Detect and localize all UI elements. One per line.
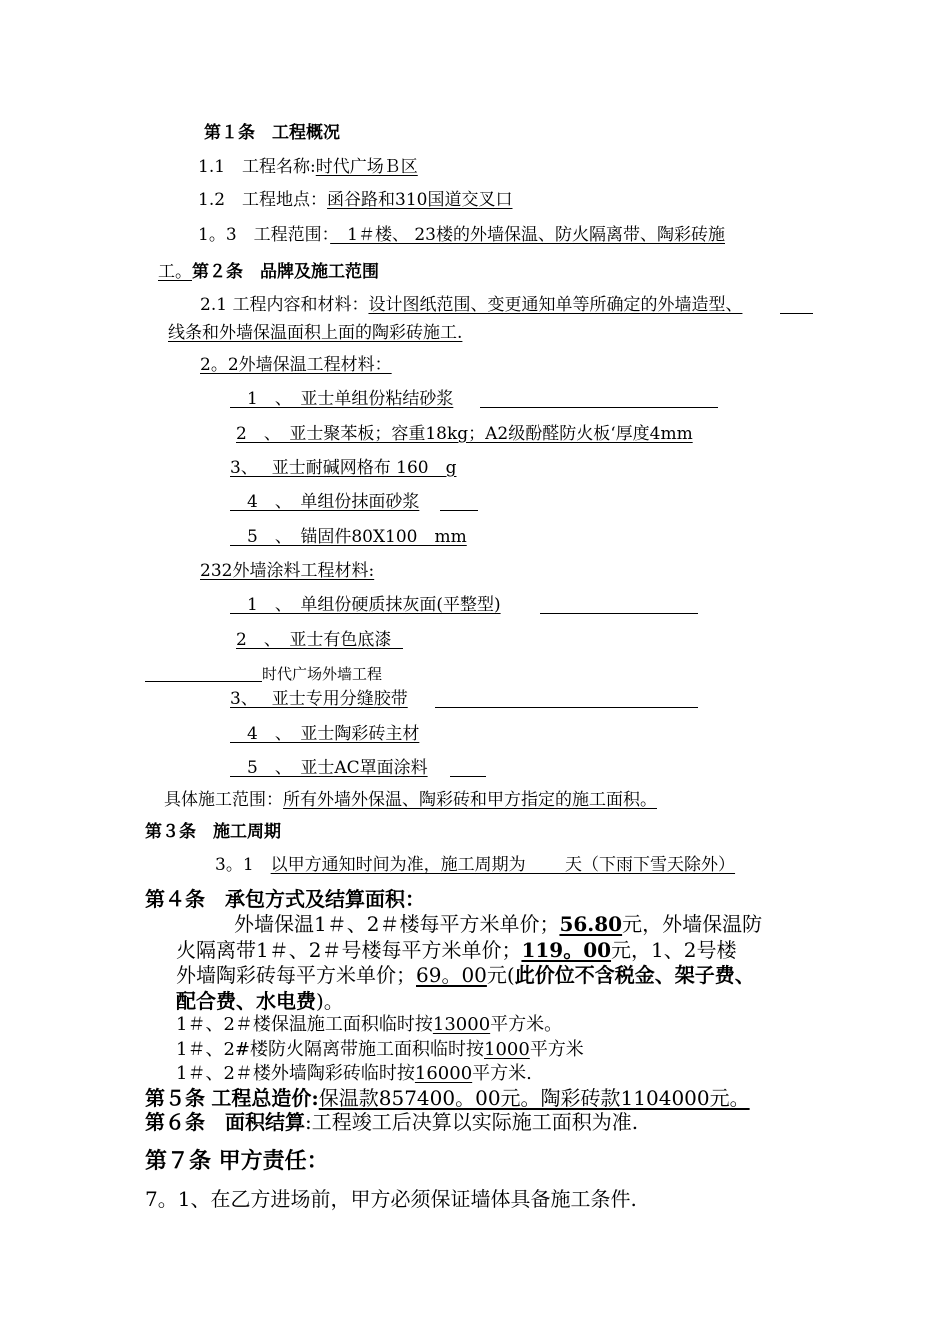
item-3-1-value: 以甲方通知时间为准，施工周期为 天（下雨下雪天除外） bbox=[270, 855, 736, 875]
item-2-2-heading: 2。2外墙保温工程材料： bbox=[200, 355, 392, 375]
underline-rule bbox=[480, 407, 718, 408]
text: 元，外墙保温防 bbox=[622, 912, 763, 936]
tile-area-value: 16000 bbox=[414, 1063, 473, 1084]
article-4-para-line-4 bbox=[176, 989, 344, 1013]
text: 1＃、2＃楼外墙陶彩砖临时按 bbox=[176, 1063, 415, 1084]
project-scope-continued: 工。 bbox=[158, 262, 192, 282]
underline-rule bbox=[440, 510, 478, 511]
insulation-item-3: 3、 亚士耐碱网格布 160 g bbox=[230, 458, 457, 478]
item-2-1-continued: 线条和外墙保温面积上面的陶彩砖施工. bbox=[168, 323, 463, 343]
item-3-1 bbox=[215, 855, 735, 875]
text: )。 bbox=[316, 989, 344, 1013]
article-6 bbox=[145, 1110, 638, 1134]
text: 1＃、2＃楼保温施工面积临时按 bbox=[176, 1014, 433, 1035]
insulation-item-1: 1 、 亚士单组份粘结砂浆 bbox=[230, 389, 454, 409]
underline-rule bbox=[435, 707, 698, 708]
article-4-para-line-1 bbox=[234, 912, 762, 936]
article-4-heading: 第４条 承包方式及结算面积： bbox=[145, 887, 425, 911]
item-7-1: 7。1、在乙方进场前，甲方必须保证墙体具备施工条件. bbox=[145, 1187, 637, 1211]
coating-item-2: 2 、 亚士有色底漆 bbox=[236, 630, 392, 650]
firebreak-area-value: 1000 bbox=[484, 1039, 530, 1060]
article-1-heading: 第１条 工程概况 bbox=[204, 123, 340, 143]
item-2-1-label: 2.1 工程内容和材料： bbox=[200, 295, 369, 315]
item-1-3 bbox=[198, 225, 725, 245]
item-1-3-label: 1。3 工程范围： bbox=[198, 225, 331, 245]
item-2-1 bbox=[200, 295, 742, 315]
text: 外墙陶彩砖每平方米单价； bbox=[176, 963, 416, 987]
project-location: 函谷路和310国道交叉口 bbox=[327, 190, 513, 210]
insulation-item-4: 4 、 单组份抹面砂浆 bbox=[230, 492, 420, 512]
insulation-unit-price: 56.80 bbox=[559, 912, 623, 936]
firebreak-area bbox=[176, 1039, 584, 1061]
tile-unit-price: 69。00 bbox=[416, 963, 487, 987]
firebreak-unit-price: 119。00 bbox=[521, 938, 612, 962]
coating-item-1: 1 、 单组份硬质抹灰面(平整型) bbox=[230, 595, 501, 615]
insulation-item-5: 5 、 锚固件80X100 mm bbox=[230, 527, 467, 547]
item-1-1-label: 1.1 工程名称: bbox=[198, 157, 316, 177]
scope-continuation-line bbox=[158, 262, 379, 282]
article-6-heading: 第６条 bbox=[145, 1110, 205, 1134]
project-scope: 1＃楼、 23楼的外墙保温、防火隔离带、陶彩砖施 bbox=[330, 225, 725, 245]
text: 1＃、2#楼防火隔离带施工面积临时按 bbox=[176, 1039, 484, 1060]
total-cost-value: 保温款857400。00元。陶彩砖款1104000元。 bbox=[318, 1086, 750, 1110]
project-name: 时代广场Ｂ区 bbox=[315, 157, 418, 177]
underline-rule bbox=[385, 648, 403, 649]
article-4-para-line-3 bbox=[176, 963, 755, 987]
coating-item-4: 4 、 亚士陶彩砖主材 bbox=[230, 724, 420, 744]
text: 火隔离带1＃、2＃号楼每平方米单价； bbox=[176, 938, 522, 962]
item-2-1-value: 设计图纸范围、变更通知单等所确定的外墙造型、 bbox=[368, 295, 743, 315]
construction-scope-value: 所有外墙外保温、陶彩砖和甲方指定的施工面积。 bbox=[283, 790, 657, 810]
insulation-area-value: 13000 bbox=[432, 1014, 491, 1035]
coating-item-3: 3、 亚士专用分缝胶带 bbox=[230, 689, 408, 709]
page-header-text: 时代广场外墙工程 bbox=[262, 665, 383, 683]
underline-rule bbox=[450, 776, 486, 777]
item-1-2-label: 1.2 工程地点： bbox=[198, 190, 328, 210]
underline-rule bbox=[780, 313, 813, 314]
item-1-2 bbox=[198, 190, 513, 210]
tile-area bbox=[176, 1063, 532, 1085]
text: 平方米。 bbox=[490, 1014, 563, 1035]
article-3-heading: 第３条 施工周期 bbox=[145, 822, 281, 842]
item-3-1-label: 3。1 bbox=[215, 855, 271, 875]
text: 平方米 bbox=[529, 1039, 584, 1060]
item-1-1 bbox=[198, 157, 418, 177]
article-4-para-line-2 bbox=[176, 938, 737, 962]
insulation-item-2: 2 、 亚士聚苯板；容重18kg；A2级酚醛防火板‘厚度4mm bbox=[236, 424, 693, 444]
price-exclusion-note-cont: 配合费、水电费 bbox=[176, 989, 316, 1013]
item-2-3-2-heading: 232外墙涂料工程材料: bbox=[200, 561, 375, 581]
text: 元( bbox=[486, 963, 515, 987]
insulation-area bbox=[176, 1014, 562, 1036]
text: 外墙保温1＃、2＃楼每平方米单价； bbox=[234, 912, 560, 936]
total-cost-label: 工程总造价 bbox=[211, 1086, 312, 1110]
article-7-heading: 第７条 甲方责任： bbox=[145, 1148, 329, 1174]
area-settlement-label: 面积结算 bbox=[225, 1110, 305, 1134]
coating-item-5: 5 、 亚士AC罩面涂料 bbox=[230, 758, 428, 778]
area-settlement-text: :工程竣工后决算以实际施工面积为准. bbox=[305, 1110, 639, 1134]
text: 平方米. bbox=[472, 1063, 532, 1084]
price-exclusion-note: 此价位不含税金、架子费、 bbox=[514, 963, 755, 987]
page-header-rule bbox=[145, 681, 262, 682]
underline-rule bbox=[540, 613, 698, 614]
article-5-heading: 第５条 bbox=[145, 1086, 205, 1110]
construction-scope-label: 具体施工范围： bbox=[164, 790, 283, 810]
construction-scope bbox=[164, 790, 657, 810]
text: 元，1、2号楼 bbox=[611, 938, 737, 962]
article-2-heading: 第２条 品牌及施工范围 bbox=[192, 262, 379, 282]
article-5 bbox=[145, 1086, 750, 1110]
colon: : bbox=[311, 1086, 319, 1110]
